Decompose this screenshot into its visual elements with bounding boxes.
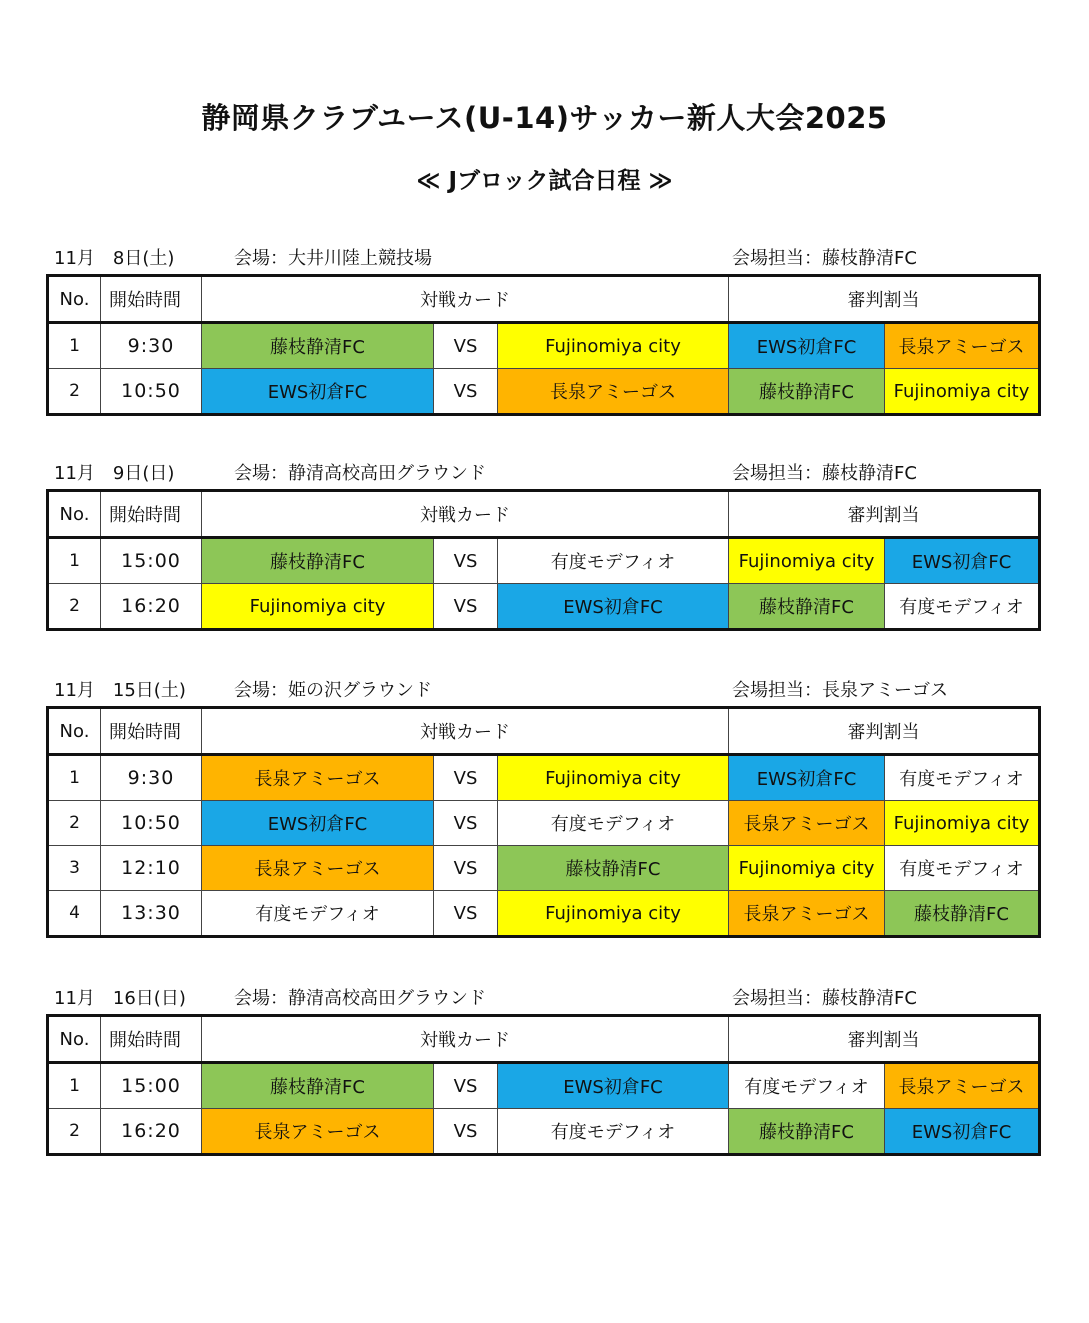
match-date: 11月 9日(日) (54, 463, 175, 484)
vs-label: VS (434, 846, 498, 891)
day-schedule (46, 238, 1041, 416)
vs-label: VS (434, 1063, 498, 1109)
referee-team-1: 長泉アミーゴス (729, 891, 885, 937)
match-date: 11月 15日(土) (54, 680, 186, 701)
table-row (48, 755, 1040, 801)
referee-team-2: Fujinomiya city (885, 369, 1040, 415)
home-team: 有度モデフィオ (202, 891, 434, 937)
referee-team-2: 長泉アミーゴス (885, 323, 1040, 369)
referee-team-1: EWS初倉FC (729, 755, 885, 801)
away-team: 有度モデフィオ (498, 801, 729, 846)
header-no: No. (48, 1016, 101, 1063)
page-subtitle: ≪ Jブロック試合日程 ≫ (416, 168, 673, 194)
home-team: 長泉アミーゴス (202, 755, 434, 801)
home-team: 藤枝静清FC (202, 1063, 434, 1109)
referee-team-2: Fujinomiya city (885, 801, 1040, 846)
referee-team-1: Fujinomiya city (729, 538, 885, 584)
match-no: 1 (48, 538, 101, 584)
header-start-time: 開始時間 (101, 276, 202, 323)
day-schedule (46, 453, 1041, 631)
start-time: 10:50 (101, 369, 202, 415)
start-time: 9:30 (101, 755, 202, 801)
schedule-table (46, 1014, 1041, 1156)
table-row (48, 369, 1040, 415)
venue-manager: 会場担当：長泉アミーゴス (732, 680, 948, 701)
header-row (48, 276, 1040, 323)
header-referee: 審判割当 (729, 276, 1040, 323)
vs-label: VS (434, 584, 498, 630)
away-team: 有度モデフィオ (498, 1109, 729, 1155)
header-matchup: 対戦カード (202, 491, 729, 538)
home-team: EWS初倉FC (202, 369, 434, 415)
referee-team-1: 有度モデフィオ (729, 1063, 885, 1109)
schedule-table (46, 706, 1041, 938)
vs-label: VS (434, 891, 498, 937)
day-info (46, 453, 1041, 489)
away-team: Fujinomiya city (498, 323, 729, 369)
referee-team-2: 藤枝静清FC (885, 891, 1040, 937)
table-row (48, 846, 1040, 891)
vs-label: VS (434, 1109, 498, 1155)
header-referee: 審判割当 (729, 708, 1040, 755)
match-no: 2 (48, 584, 101, 630)
header-referee: 審判割当 (729, 1016, 1040, 1063)
header-start-time: 開始時間 (101, 708, 202, 755)
match-no: 1 (48, 755, 101, 801)
venue: 会場：大井川陸上競技場 (234, 248, 432, 269)
venue: 会場：姫の沢グラウンド (234, 680, 432, 701)
start-time: 12:10 (101, 846, 202, 891)
start-time: 15:00 (101, 1063, 202, 1109)
referee-team-2: 長泉アミーゴス (885, 1063, 1040, 1109)
venue-manager: 会場担当：藤枝静清FC (732, 248, 917, 269)
table-row (48, 584, 1040, 630)
vs-label: VS (434, 369, 498, 415)
referee-team-1: EWS初倉FC (729, 323, 885, 369)
referee-team-2: EWS初倉FC (885, 1109, 1040, 1155)
header-start-time: 開始時間 (101, 491, 202, 538)
start-time: 9:30 (101, 323, 202, 369)
table-row (48, 538, 1040, 584)
start-time: 10:50 (101, 801, 202, 846)
referee-team-1: 長泉アミーゴス (729, 801, 885, 846)
match-no: 3 (48, 846, 101, 891)
referee-team-2: 有度モデフィオ (885, 846, 1040, 891)
match-no: 2 (48, 1109, 101, 1155)
table-row (48, 801, 1040, 846)
match-date: 11月 8日(土) (54, 248, 175, 269)
away-team: 長泉アミーゴス (498, 369, 729, 415)
day-schedule (46, 670, 1041, 938)
venue-manager: 会場担当：藤枝静清FC (732, 463, 917, 484)
header-start-time: 開始時間 (101, 1016, 202, 1063)
venue: 会場：静清高校高田グラウンド (234, 988, 486, 1009)
start-time: 15:00 (101, 538, 202, 584)
vs-label: VS (434, 755, 498, 801)
away-team: Fujinomiya city (498, 755, 729, 801)
header-row (48, 1016, 1040, 1063)
table-row (48, 1109, 1040, 1155)
referee-team-1: Fujinomiya city (729, 846, 885, 891)
vs-label: VS (434, 323, 498, 369)
home-team: 長泉アミーゴス (202, 1109, 434, 1155)
table-row (48, 891, 1040, 937)
match-no: 2 (48, 369, 101, 415)
match-date: 11月 16日(日) (54, 988, 186, 1009)
match-no: 1 (48, 1063, 101, 1109)
home-team: 藤枝静清FC (202, 323, 434, 369)
referee-team-1: 藤枝静清FC (729, 369, 885, 415)
away-team: 藤枝静清FC (498, 846, 729, 891)
away-team: EWS初倉FC (498, 1063, 729, 1109)
referee-team-1: 藤枝静清FC (729, 584, 885, 630)
vs-label: VS (434, 801, 498, 846)
venue-manager: 会場担当：藤枝静清FC (732, 988, 917, 1009)
start-time: 13:30 (101, 891, 202, 937)
start-time: 16:20 (101, 1109, 202, 1155)
away-team: EWS初倉FC (498, 584, 729, 630)
table-row (48, 323, 1040, 369)
header-matchup: 対戦カード (202, 708, 729, 755)
schedule-table (46, 489, 1041, 631)
venue: 会場：静清高校高田グラウンド (234, 463, 486, 484)
day-info (46, 670, 1041, 706)
home-team: EWS初倉FC (202, 801, 434, 846)
day-info (46, 238, 1041, 274)
match-no: 1 (48, 323, 101, 369)
day-info (46, 978, 1041, 1014)
header-matchup: 対戦カード (202, 1016, 729, 1063)
header-no: No. (48, 708, 101, 755)
header-referee: 審判割当 (729, 491, 1040, 538)
header-row (48, 708, 1040, 755)
match-no: 2 (48, 801, 101, 846)
home-team: 長泉アミーゴス (202, 846, 434, 891)
referee-team-2: 有度モデフィオ (885, 584, 1040, 630)
schedule-table (46, 274, 1041, 416)
page-title: 静岡県クラブユース(U-14)サッカー新人大会2025 (201, 101, 888, 135)
start-time: 16:20 (101, 584, 202, 630)
home-team: 藤枝静清FC (202, 538, 434, 584)
referee-team-1: 藤枝静清FC (729, 1109, 885, 1155)
away-team: 有度モデフィオ (498, 538, 729, 584)
header-row (48, 491, 1040, 538)
table-row (48, 1063, 1040, 1109)
away-team: Fujinomiya city (498, 891, 729, 937)
header-no: No. (48, 491, 101, 538)
header-no: No. (48, 276, 101, 323)
header-matchup: 対戦カード (202, 276, 729, 323)
vs-label: VS (434, 538, 498, 584)
referee-team-2: 有度モデフィオ (885, 755, 1040, 801)
match-no: 4 (48, 891, 101, 937)
day-schedule (46, 978, 1041, 1156)
referee-team-2: EWS初倉FC (885, 538, 1040, 584)
home-team: Fujinomiya city (202, 584, 434, 630)
